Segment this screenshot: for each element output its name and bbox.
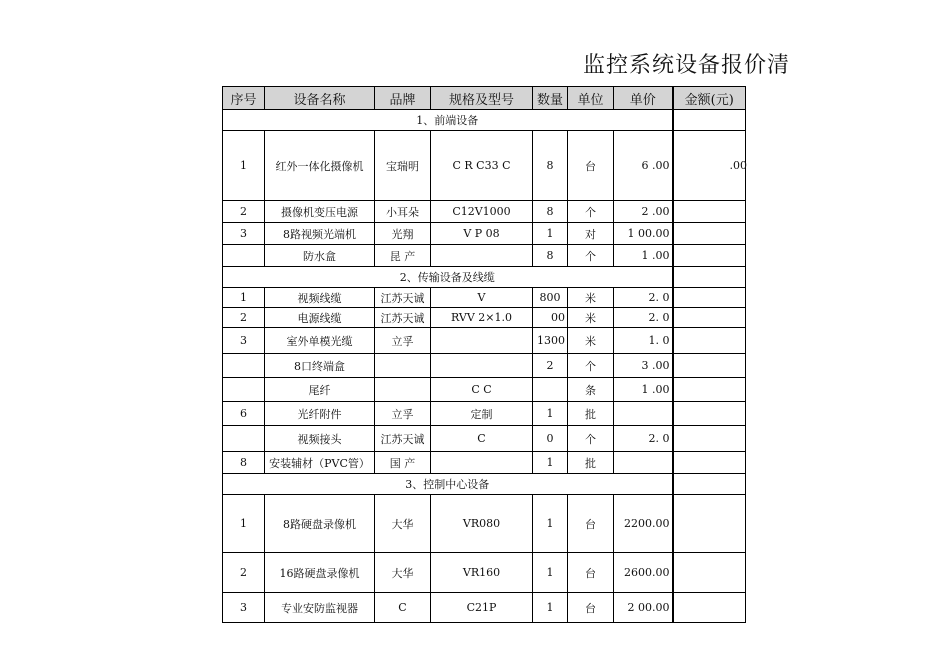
- cell-model[interactable]: RVV 2×1.0: [431, 308, 533, 328]
- cell-no[interactable]: 2: [223, 308, 265, 328]
- cell-model[interactable]: [431, 328, 533, 354]
- cell-brand[interactable]: C: [375, 593, 431, 623]
- cell-price[interactable]: 3 .00: [614, 354, 673, 378]
- header-price[interactable]: 单价: [614, 87, 673, 110]
- cell-no[interactable]: 3: [223, 593, 265, 623]
- section-row: [223, 110, 746, 131]
- cell-brand[interactable]: [375, 354, 431, 378]
- cell-name[interactable]: 8口终端盒: [265, 354, 375, 378]
- cell-price[interactable]: 1 00.00: [614, 223, 673, 245]
- cell-qty[interactable]: [533, 378, 568, 402]
- header-row: [223, 87, 746, 110]
- cell-model[interactable]: VR160: [431, 553, 533, 593]
- cell-qty[interactable]: 2: [533, 354, 568, 378]
- table-row: [223, 354, 746, 378]
- cell-price[interactable]: [614, 452, 673, 474]
- cell-name[interactable]: 8路硬盘录像机: [265, 495, 375, 553]
- cell-price[interactable]: 6 .00: [614, 131, 673, 201]
- cell-price[interactable]: 1 .00: [614, 245, 673, 267]
- cell-amount[interactable]: [673, 553, 746, 593]
- cell-no[interactable]: [223, 426, 265, 452]
- cell-no[interactable]: [223, 354, 265, 378]
- cell-unit[interactable]: 对: [568, 223, 614, 245]
- header-qty[interactable]: 数量: [533, 87, 568, 110]
- cell-name[interactable]: 视频线缆: [265, 288, 375, 308]
- cell-amount[interactable]: [673, 245, 746, 267]
- cell-qty[interactable]: 1: [533, 553, 568, 593]
- cell-price[interactable]: 2 .00: [614, 201, 673, 223]
- cell-amount[interactable]: [673, 378, 746, 402]
- cell-amount[interactable]: [673, 201, 746, 223]
- cell-unit[interactable]: 个: [568, 201, 614, 223]
- cell-unit[interactable]: 个: [568, 245, 614, 267]
- cell-no[interactable]: 3: [223, 328, 265, 354]
- quotation-table: [222, 86, 746, 623]
- cell-brand[interactable]: 江苏天诚: [375, 308, 431, 328]
- cell-name[interactable]: 16路硬盘录像机: [265, 553, 375, 593]
- cell-price[interactable]: 2. 0: [614, 426, 673, 452]
- cell-brand[interactable]: 国 产: [375, 452, 431, 474]
- cell-no[interactable]: 1: [223, 131, 265, 201]
- amount-value: .00: [729, 159, 747, 172]
- cell-model[interactable]: C21P: [431, 593, 533, 623]
- cell-price[interactable]: 1. 0: [614, 328, 673, 354]
- cell-no[interactable]: 3: [223, 223, 265, 245]
- cell-brand[interactable]: 江苏天诚: [375, 426, 431, 452]
- cell-model[interactable]: 定制: [431, 402, 533, 426]
- table-row: [223, 223, 746, 245]
- cell-unit[interactable]: 台: [568, 593, 614, 623]
- cell-unit[interactable]: 米: [568, 308, 614, 328]
- cell-name[interactable]: 光纤附件: [265, 402, 375, 426]
- cell-qty[interactable]: 8: [533, 131, 568, 201]
- cell-unit[interactable]: 条: [568, 378, 614, 402]
- cell-no[interactable]: 2: [223, 201, 265, 223]
- table-row: [223, 131, 746, 201]
- cell-brand[interactable]: 昆 产: [375, 245, 431, 267]
- cell-amount[interactable]: [673, 354, 746, 378]
- table-row: [223, 553, 746, 593]
- cell-no[interactable]: 8: [223, 452, 265, 474]
- cell-model[interactable]: C R C33 C: [431, 131, 533, 201]
- header-amount[interactable]: 金额(元): [673, 87, 746, 110]
- cell-model[interactable]: [431, 354, 533, 378]
- cell-unit[interactable]: 批: [568, 452, 614, 474]
- cell-qty[interactable]: 1: [533, 593, 568, 623]
- cell-amount[interactable]: [673, 426, 746, 452]
- cell-name[interactable]: 室外单模光缆: [265, 328, 375, 354]
- cell-qty[interactable]: 1: [533, 402, 568, 426]
- cell-no[interactable]: 6: [223, 402, 265, 426]
- table-row: [223, 402, 746, 426]
- cell-amount[interactable]: [673, 474, 746, 495]
- cell-brand[interactable]: 江苏天诚: [375, 288, 431, 308]
- cell-amount[interactable]: [673, 495, 746, 553]
- cell-name[interactable]: 防水盒: [265, 245, 375, 267]
- cell-price[interactable]: 2 00.00: [614, 593, 673, 623]
- cell-qty[interactable]: 8: [533, 201, 568, 223]
- sheet-title: 监控系统设备报价清: [583, 53, 791, 78]
- cell-model[interactable]: C: [431, 426, 533, 452]
- cell-name[interactable]: 安装辅材（PVC管）: [265, 452, 375, 474]
- cell-amount[interactable]: [673, 308, 746, 328]
- cell-model[interactable]: [431, 452, 533, 474]
- cell-amount[interactable]: [673, 402, 746, 426]
- cell-qty[interactable]: 1: [533, 452, 568, 474]
- cell-model[interactable]: [431, 245, 533, 267]
- cell-brand[interactable]: 大华: [375, 495, 431, 553]
- cell-unit[interactable]: 米: [568, 328, 614, 354]
- cell-no[interactable]: [223, 378, 265, 402]
- cell-name[interactable]: 电源线缆: [265, 308, 375, 328]
- cell-amount[interactable]: [673, 288, 746, 308]
- cell-price[interactable]: [614, 402, 673, 426]
- cell-qty[interactable]: 00: [533, 308, 568, 328]
- table-row: [223, 452, 746, 474]
- cell-amount[interactable]: [673, 593, 746, 623]
- table-row: [223, 495, 746, 553]
- section-row: [223, 267, 746, 288]
- cell-model[interactable]: C12V1000: [431, 201, 533, 223]
- cell-brand[interactable]: 小耳朵: [375, 201, 431, 223]
- cell-no[interactable]: 2: [223, 553, 265, 593]
- cell-model[interactable]: VR080: [431, 495, 533, 553]
- cell-name[interactable]: 视频接头: [265, 426, 375, 452]
- cell-price[interactable]: 2. 0: [614, 288, 673, 308]
- cell-amount[interactable]: [673, 110, 746, 131]
- cell-qty[interactable]: 8: [533, 245, 568, 267]
- cell-price[interactable]: 2. 0: [614, 308, 673, 328]
- cell-unit[interactable]: 米: [568, 288, 614, 308]
- cell-model[interactable]: V: [431, 288, 533, 308]
- cell-name[interactable]: 专业安防监视器: [265, 593, 375, 623]
- cell-unit[interactable]: 台: [568, 495, 614, 553]
- cell-brand[interactable]: 宝瑞明: [375, 131, 431, 201]
- table-row: [223, 426, 746, 452]
- cell-qty[interactable]: 1: [533, 495, 568, 553]
- cell-model[interactable]: C C: [431, 378, 533, 402]
- cell-name[interactable]: 8路视频光端机: [265, 223, 375, 245]
- table-row: [223, 328, 746, 354]
- table-row: [223, 308, 746, 328]
- cell-qty[interactable]: 1: [533, 223, 568, 245]
- cell-amount[interactable]: [673, 328, 746, 354]
- cell-unit[interactable]: 批: [568, 402, 614, 426]
- table-row: [223, 378, 746, 402]
- table-row: [223, 245, 746, 267]
- table-row: [223, 288, 746, 308]
- cell-amount[interactable]: [673, 131, 746, 201]
- cell-qty[interactable]: 800: [533, 288, 568, 308]
- cell-unit[interactable]: 台: [568, 553, 614, 593]
- cell-price[interactable]: 2600.00: [614, 553, 673, 593]
- cell-brand[interactable]: [375, 378, 431, 402]
- cell-brand[interactable]: 光翔: [375, 223, 431, 245]
- cell-name[interactable]: 尾纤: [265, 378, 375, 402]
- cell-name[interactable]: 摄像机变压电源: [265, 201, 375, 223]
- cell-brand[interactable]: 立孚: [375, 328, 431, 354]
- cell-brand[interactable]: 大华: [375, 553, 431, 593]
- cell-qty[interactable]: 1300: [533, 328, 568, 354]
- cell-no[interactable]: 1: [223, 288, 265, 308]
- cell-no[interactable]: [223, 245, 265, 267]
- cell-unit[interactable]: 台: [568, 131, 614, 201]
- cell-amount[interactable]: [673, 452, 746, 474]
- cell-qty[interactable]: 0: [533, 426, 568, 452]
- cell-unit[interactable]: 个: [568, 426, 614, 452]
- header-name[interactable]: 设备名称: [265, 87, 375, 110]
- cell-name[interactable]: 红外一体化摄像机: [265, 131, 375, 201]
- section-label[interactable]: 2、传输设备及线缆: [223, 267, 673, 288]
- cell-no[interactable]: 1: [223, 495, 265, 553]
- cell-price[interactable]: 2200.00: [614, 495, 673, 553]
- cell-model[interactable]: V P 08: [431, 223, 533, 245]
- header-no[interactable]: 序号: [223, 87, 265, 110]
- cell-brand[interactable]: 立孚: [375, 402, 431, 426]
- cell-price[interactable]: 1 .00: [614, 378, 673, 402]
- header-model[interactable]: 规格及型号: [431, 87, 533, 110]
- section-row: [223, 474, 746, 495]
- header-brand[interactable]: 品牌: [375, 87, 431, 110]
- header-unit[interactable]: 单位: [568, 87, 614, 110]
- section-label[interactable]: 1、前端设备: [223, 110, 673, 131]
- table-row: [223, 201, 746, 223]
- section-label[interactable]: 3、控制中心设备: [223, 474, 673, 495]
- cell-amount[interactable]: [673, 267, 746, 288]
- cell-unit[interactable]: 个: [568, 354, 614, 378]
- table-row: [223, 593, 746, 623]
- cell-amount[interactable]: [673, 223, 746, 245]
